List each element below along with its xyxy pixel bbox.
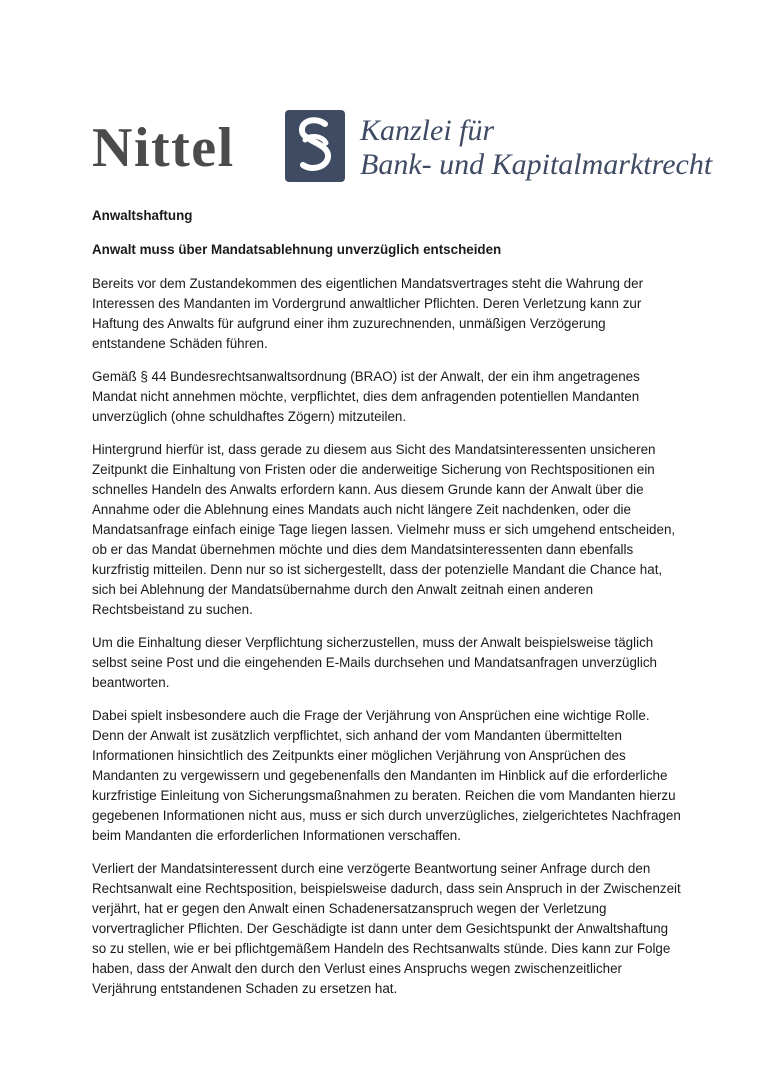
paragraph: Gemäß § 44 Bundesrechtsanwaltsordnung (BRAO) ist der Anwalt, der ein ihm angetragenes Mandat nicht annehmen möchte, verpflichtet, dies dem anfragenden potentiellen Mandanten unverzüglich (ohne schuldhaftes Zögern) mitzuteilen.: [92, 369, 640, 424]
paragraph: Hintergrund hierfür ist, dass gerade zu diesem aus Sicht des Mandatsinteressenten unsicheren Zeitpunkt die Einhaltung von Fristen oder die anderweitige Sicherung von Rechtspositionen ein schnelles Handeln des Anwalts erfordern kann. Aus diesem Grunde kann der Anwalt über die Annahme oder die Ablehnung eines Mandats auch nicht längere Zeit nachdenken, oder die Mandatsanfrage einfach einige Tage liegen lassen. Vielmehr muss er sich umgehend entscheiden, ob er das Mandat übernehmen möchte und dies dem Mandatsinteressenten dann ebenfalls kurzfristig mitteilen. Denn nur so ist sichergestellt, dass der potenzielle Mandant die Chance hat, sich bei Ablehnung der Mandatsübernahme durch den Anwalt zeitnah einen anderen Rechtsbeistand zu suchen.: [92, 442, 676, 617]
letterhead: [92, 108, 713, 188]
paragraph: Verliert der Mandatsinteressent durch eine verzögerte Beantwortung seiner Anfrage durch den Rechtsanwalt eine Rechtsposition, beispielsweise dadurch, dass sein Anspruch in der Zwischenzeit verjährt, hat er gegen den Anwalt einen Schadenersatzanspruch wegen der Verletzung vorvertraglicher Pflichten. Der Geschädigte ist dann unter dem Gesichtspunkt der Anwaltshaftung so zu stellen, wie er bei pflichtgemäßem Handeln des Rechtsanwalts stünde. Dies kann zur Folge haben, dass der Anwalt den durch den Verlust eines Anspruchs wegen zwischenzeitlicher Verjährung entstandenen Schaden zu ersetzen hat.: [92, 861, 681, 996]
firm-tagline: [360, 114, 712, 182]
document-topic: Anwaltshaftung: [92, 208, 193, 223]
document-body: [92, 206, 682, 1012]
paragraph: Dabei spielt insbesondere auch die Frage der Verjährung von Ansprüchen eine wichtige Rolle. Denn der Anwalt ist zusätzlich verpflichtet, sich anhand der vom Mandanten übermittelten Informationen hinsichtlich des Zeitpunkts einer möglichen Verjährung von Ansprüchen des Mandanten zu vergewissern und gegebenenfalls den Mandanten im Hinblick auf die erforderliche kurzfristige Einleitung von Sicherungsmaßnahmen zu beraten. Reichen die vom Mandanten hierzu gegebenen Informationen nicht aus, muss er sich durch unverzügliches, zielgerichtetes Nachfragen beim Mandanten die erforderlichen Informationen verschaffen.: [92, 708, 681, 843]
paragraph: Um die Einhaltung dieser Verpflichtung sicherzustellen, muss der Anwalt beispielsweise täglich selbst seine Post und die eingehenden E-Mails durchsehen und Mandatsanfragen unverzüglich beantworten.: [92, 635, 658, 690]
tagline-line-2: Bank- und Kapitalmarktrecht: [360, 148, 713, 181]
tagline-line-1: Kanzlei für: [360, 114, 495, 147]
paragraph: Bereits vor dem Zustandekommen des eigentlichen Mandatsvertrages steht die Wahrung der Interessen des Mandanten im Vordergrund anwaltlicher Pflichten. Deren Verletzung kann zur Haftung des Anwalts für aufgrund einer ihm zuzurechnenden, unmäßigen Verzögerung entstandene Schäden führen.: [92, 276, 644, 351]
document-title: Anwalt muss über Mandatsablehnung unverzüglich entscheiden: [92, 242, 502, 257]
logo-wordmark: Nittel: [92, 117, 235, 179]
section-sign-logo-icon: [285, 110, 345, 182]
